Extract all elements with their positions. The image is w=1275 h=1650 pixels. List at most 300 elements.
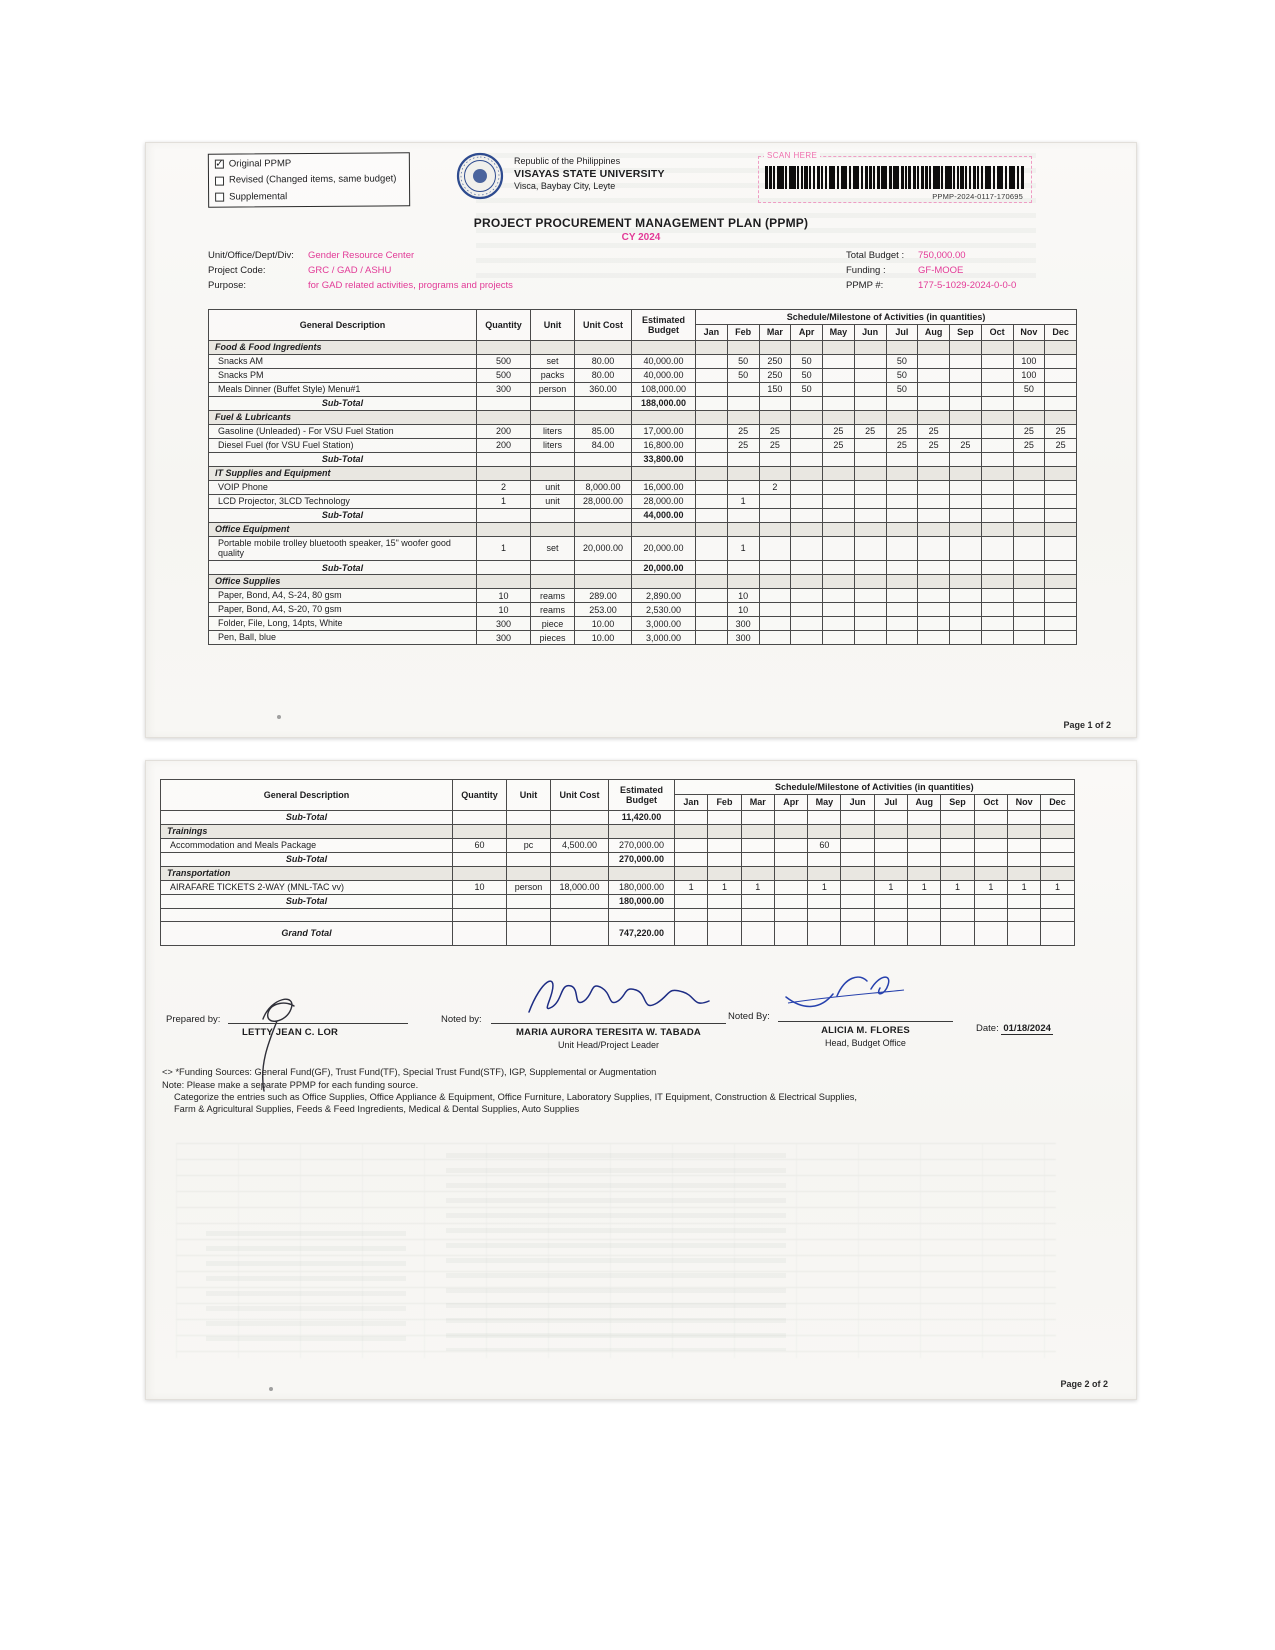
cell: [551, 921, 609, 945]
section-cell: [841, 824, 874, 838]
cell: [874, 852, 907, 866]
checkbox-original-ppmp-label: Original PPMP: [228, 158, 292, 170]
section-cell: [741, 824, 774, 838]
item-row: [209, 631, 1077, 645]
bleedthrough-artifact-3: [206, 1231, 406, 1351]
month-quantity: [696, 382, 728, 396]
prepared-by-name: LETTY JEAN C. LOR: [242, 1027, 339, 1038]
cell: [1007, 921, 1040, 945]
cell: [941, 921, 974, 945]
month-quantity: [1045, 589, 1077, 603]
month-quantity: [1045, 536, 1077, 561]
month-quantity: 10: [727, 603, 759, 617]
item-description: Folder, File, Long, 14pts, White: [209, 617, 477, 631]
month-col-header: Jul: [886, 325, 918, 340]
month-quantity: [823, 494, 855, 508]
month-quantity: 25: [1045, 424, 1077, 438]
section-cell: [632, 410, 696, 424]
estimated-budget: 40,000.00: [632, 368, 696, 382]
month-quantity: [759, 617, 791, 631]
month-quantity: 25: [823, 438, 855, 452]
month-quantity: [841, 880, 874, 894]
cell: [823, 396, 855, 410]
month-quantity: 150: [759, 382, 791, 396]
month-quantity: [854, 354, 886, 368]
month-col-header: May: [808, 795, 841, 810]
month-col-header: Jun: [841, 795, 874, 810]
month-quantity: [791, 603, 823, 617]
month-quantity: [854, 631, 886, 645]
item-description: VOIP Phone: [209, 480, 477, 494]
month-quantity: [981, 438, 1013, 452]
cell: [453, 908, 507, 921]
month-quantity: [791, 494, 823, 508]
cell: [708, 810, 741, 824]
cell: [974, 894, 1007, 908]
month-quantity: 25: [759, 438, 791, 452]
cell: [507, 908, 551, 921]
quantity: 200: [477, 438, 531, 452]
subtotal-row: [209, 396, 1077, 410]
month-quantity: 1: [675, 880, 708, 894]
cell: [841, 810, 874, 824]
month-quantity: [854, 480, 886, 494]
month-quantity: 2: [759, 480, 791, 494]
subtotal-label: Sub-Total: [209, 508, 477, 522]
section-cell: [759, 575, 791, 589]
cell: [741, 921, 774, 945]
section-cell: [854, 522, 886, 536]
quantity: 2: [477, 480, 531, 494]
month-quantity: 50: [727, 354, 759, 368]
month-quantity: [886, 589, 918, 603]
month-quantity: 25: [886, 438, 918, 452]
section-cell: [531, 522, 575, 536]
total-budget-label: Total Budget :: [846, 250, 905, 261]
section-row: [209, 522, 1077, 536]
cell: [759, 452, 791, 466]
item-description: Portable mobile trolley bluetooth speaker, 15" woofer good quality: [209, 536, 477, 561]
estimated-budget: 3,000.00: [632, 617, 696, 631]
month-col-header: Sep: [950, 325, 982, 340]
month-quantity: 1: [1007, 880, 1040, 894]
section-cell: [477, 522, 531, 536]
section-cell: [575, 410, 632, 424]
cell: [453, 921, 507, 945]
quantity: 10: [477, 589, 531, 603]
unit-cost: 253.00: [575, 603, 632, 617]
month-quantity: [675, 838, 708, 852]
month-quantity: [874, 838, 907, 852]
cell: [696, 508, 728, 522]
cell: [886, 452, 918, 466]
month-quantity: [981, 603, 1013, 617]
month-quantity: [950, 368, 982, 382]
cell: [1013, 508, 1045, 522]
month-quantity: 25: [950, 438, 982, 452]
month-quantity: [696, 424, 728, 438]
quantity: 300: [477, 617, 531, 631]
quantity: 500: [477, 368, 531, 382]
section-cell: [1041, 866, 1074, 880]
month-quantity: 25: [1013, 424, 1045, 438]
section-cell: [575, 575, 632, 589]
section-cell: [841, 866, 874, 880]
section-cell: [453, 824, 507, 838]
cell: [841, 894, 874, 908]
month-quantity: [791, 589, 823, 603]
month-quantity: [1045, 631, 1077, 645]
month-quantity: [886, 603, 918, 617]
cell: [708, 852, 741, 866]
month-quantity: [1045, 494, 1077, 508]
month-col-header: Mar: [759, 325, 791, 340]
month-col-header: Feb: [708, 795, 741, 810]
subtotal-value: 270,000.00: [609, 852, 675, 866]
section-cell: [575, 340, 632, 354]
month-quantity: [974, 838, 1007, 852]
tabada-signature: [521, 966, 716, 1024]
month-quantity: [696, 589, 728, 603]
cell: [1041, 852, 1074, 866]
cell: [696, 561, 728, 575]
subtotal-value: 20,000.00: [632, 561, 696, 575]
cell: [551, 894, 609, 908]
month-quantity: [918, 603, 950, 617]
section-cell: [823, 340, 855, 354]
month-quantity: 50: [791, 368, 823, 382]
estimated-budget: 16,800.00: [632, 438, 696, 452]
section-cell: [886, 575, 918, 589]
cell: [531, 508, 575, 522]
cell: [727, 508, 759, 522]
month-quantity: [950, 354, 982, 368]
cell: [808, 921, 841, 945]
noted-by2-title: Head, Budget Office: [825, 1038, 906, 1048]
section-cell: [981, 340, 1013, 354]
section-cell: [854, 466, 886, 480]
section-cell: [531, 340, 575, 354]
month-quantity: [696, 354, 728, 368]
col-general-description: General Description: [161, 780, 453, 811]
month-quantity: [791, 480, 823, 494]
purpose-label: Purpose:: [208, 280, 247, 291]
checkbox-supplemental-ppmp-icon: [215, 192, 224, 201]
month-quantity: [741, 838, 774, 852]
quantity: 300: [477, 382, 531, 396]
month-quantity: [774, 880, 807, 894]
funding-label: Funding :: [846, 265, 886, 276]
cell: [741, 894, 774, 908]
unit: liters: [531, 438, 575, 452]
month-quantity: [918, 480, 950, 494]
cell: [774, 908, 807, 921]
section-cell: [918, 340, 950, 354]
prepared-by-line: [228, 1023, 408, 1024]
cell: [886, 508, 918, 522]
section-cell: [551, 824, 609, 838]
cell: [874, 894, 907, 908]
cell: [708, 894, 741, 908]
estimated-budget: 40,000.00: [632, 354, 696, 368]
col-estimated-budget: Estimated Budget: [632, 310, 696, 341]
section-cell: [1045, 410, 1077, 424]
purpose-row: [208, 280, 513, 291]
month-quantity: [1045, 354, 1077, 368]
month-quantity: 50: [886, 354, 918, 368]
month-quantity: [1045, 617, 1077, 631]
cell: [981, 561, 1013, 575]
cell: [1045, 396, 1077, 410]
cell: [696, 396, 728, 410]
section-cell: [632, 340, 696, 354]
ppmp-number-value: 177-5-1029-2024-0-0-0: [918, 280, 1017, 291]
cell: [918, 561, 950, 575]
section-cell: [531, 410, 575, 424]
project-code-row: [208, 265, 391, 276]
month-quantity: [981, 494, 1013, 508]
cell: [741, 852, 774, 866]
cell: [791, 508, 823, 522]
subtotal-row: [161, 852, 1075, 866]
month-quantity: 50: [886, 382, 918, 396]
unit: liters: [531, 424, 575, 438]
month-quantity: [823, 354, 855, 368]
section-cell: [791, 340, 823, 354]
item-row: [209, 368, 1077, 382]
unit-cost: 84.00: [575, 438, 632, 452]
item-row: [209, 536, 1077, 561]
month-quantity: 100: [1013, 354, 1045, 368]
noted-by-line: [491, 1023, 726, 1024]
cell: [609, 908, 675, 921]
month-quantity: 25: [1013, 438, 1045, 452]
estimated-budget: 2,890.00: [632, 589, 696, 603]
month-quantity: [950, 603, 982, 617]
section-cell: [1013, 575, 1045, 589]
page-number-1: Page 1 of 2: [1063, 720, 1111, 730]
cell: [1041, 810, 1074, 824]
cell: [1007, 852, 1040, 866]
noted-by2-name: ALICIA M. FLORES: [821, 1025, 910, 1036]
month-quantity: [823, 589, 855, 603]
section-cell: [950, 575, 982, 589]
month-quantity: [908, 838, 941, 852]
cell: [854, 396, 886, 410]
item-description: Diesel Fuel (for VSU Fuel Station): [209, 438, 477, 452]
month-quantity: 25: [886, 424, 918, 438]
month-quantity: 1: [727, 536, 759, 561]
month-quantity: [708, 838, 741, 852]
month-col-header: Apr: [791, 325, 823, 340]
month-quantity: [727, 382, 759, 396]
month-quantity: [1013, 631, 1045, 645]
cell: [823, 561, 855, 575]
section-cell: [727, 466, 759, 480]
cell: [981, 396, 1013, 410]
subtotal-row: [161, 810, 1075, 824]
quantity: 1: [477, 536, 531, 561]
cell: [774, 810, 807, 824]
section-cell: [886, 466, 918, 480]
month-quantity: [696, 494, 728, 508]
section-label: Fuel & Lubricants: [209, 410, 477, 424]
document-title-block: [146, 216, 1136, 243]
section-cell: [609, 824, 675, 838]
cell: [507, 921, 551, 945]
month-quantity: 250: [759, 368, 791, 382]
cell: [727, 396, 759, 410]
section-cell: [727, 410, 759, 424]
cell: [551, 852, 609, 866]
estimated-budget: 17,000.00: [632, 424, 696, 438]
cell: [759, 396, 791, 410]
month-quantity: [1045, 368, 1077, 382]
item-row: [161, 838, 1075, 852]
month-quantity: 25: [727, 424, 759, 438]
month-quantity: [823, 617, 855, 631]
categorize-note-2: Farm & Agricultural Supplies, Feeds & Feed Ingredients, Medical & Dental Supplies, Auto Supplies: [174, 1104, 580, 1114]
estimated-budget: 3,000.00: [632, 631, 696, 645]
university-header: [514, 156, 665, 193]
cell: [531, 452, 575, 466]
unit: pieces: [531, 631, 575, 645]
noted-by-title: Unit Head/Project Leader: [557, 1040, 660, 1050]
month-quantity: [759, 536, 791, 561]
section-cell: [759, 466, 791, 480]
unit: person: [507, 880, 551, 894]
estimated-budget: 20,000.00: [632, 536, 696, 561]
month-quantity: [950, 424, 982, 438]
funding-sources-note: <> *Funding Sources: General Fund(GF), Trust Fund(TF), Special Trust Fund(STF), IGP, Supplemental or Augmentation: [162, 1067, 657, 1077]
section-cell: [886, 522, 918, 536]
item-description: Paper, Bond, A4, S-24, 80 gsm: [209, 589, 477, 603]
section-cell: [950, 340, 982, 354]
item-description: AIRAFARE TICKETS 2-WAY (MNL-TAC vv): [161, 880, 453, 894]
checkbox-revised-ppmp-label: Revised (Changed items, same budget): [228, 173, 397, 186]
month-quantity: [918, 536, 950, 561]
month-quantity: [696, 631, 728, 645]
quantity: 1: [477, 494, 531, 508]
section-cell: [886, 410, 918, 424]
section-cell: [774, 866, 807, 880]
table-header-row: [161, 780, 1075, 795]
unit: packs: [531, 368, 575, 382]
section-cell: [974, 824, 1007, 838]
section-cell: [551, 866, 609, 880]
cell: [981, 508, 1013, 522]
section-cell: [941, 824, 974, 838]
ppmp-type-panel: [208, 152, 410, 207]
section-cell: [791, 466, 823, 480]
month-quantity: [981, 480, 1013, 494]
quantity: 200: [477, 424, 531, 438]
ppmp-type-supplemental: [215, 191, 403, 202]
month-quantity: 1: [708, 880, 741, 894]
section-cell: [675, 866, 708, 880]
month-quantity: 25: [727, 438, 759, 452]
cell: [791, 396, 823, 410]
cell: [941, 810, 974, 824]
cell: [841, 921, 874, 945]
page-number-2: Page 2 of 2: [1060, 1379, 1108, 1389]
section-cell: [632, 575, 696, 589]
month-quantity: [854, 536, 886, 561]
separate-ppmp-note: Note: Please make a separate PPMP for each funding source.: [162, 1080, 419, 1090]
month-quantity: 100: [1013, 368, 1045, 382]
section-cell: [791, 575, 823, 589]
month-quantity: [823, 382, 855, 396]
scan-artifact-dot: [269, 1387, 273, 1391]
section-cell: [854, 575, 886, 589]
month-quantity: [823, 368, 855, 382]
cell: [1007, 810, 1040, 824]
cell: [974, 921, 1007, 945]
cell: [808, 810, 841, 824]
section-cell: [507, 866, 551, 880]
section-label: Food & Food Ingredients: [209, 340, 477, 354]
month-quantity: 50: [1013, 382, 1045, 396]
month-quantity: [759, 603, 791, 617]
unit: person: [531, 382, 575, 396]
subtotal-value: 33,800.00: [632, 452, 696, 466]
month-col-header: Jun: [854, 325, 886, 340]
unit-cost: 10.00: [575, 631, 632, 645]
ppmp-number-label: PPMP #:: [846, 280, 884, 291]
item-row: [209, 382, 1077, 396]
cell: [908, 921, 941, 945]
item-row: [161, 880, 1075, 894]
section-cell: [531, 466, 575, 480]
section-cell: [808, 866, 841, 880]
cell: [477, 561, 531, 575]
unit: set: [531, 536, 575, 561]
month-quantity: 25: [823, 424, 855, 438]
month-quantity: [823, 536, 855, 561]
section-row: [209, 340, 1077, 354]
item-row: [209, 354, 1077, 368]
cell: [808, 852, 841, 866]
item-description: Snacks AM: [209, 354, 477, 368]
cell: [950, 396, 982, 410]
section-cell: [918, 466, 950, 480]
section-label: IT Supplies and Equipment: [209, 466, 477, 480]
month-quantity: [774, 838, 807, 852]
item-description: Paper, Bond, A4, S-20, 70 gsm: [209, 603, 477, 617]
section-cell: [453, 866, 507, 880]
section-cell: [823, 575, 855, 589]
checkbox-supplemental-ppmp-label: Supplemental: [229, 190, 288, 203]
university-address: Visca, Baybay City, Leyte: [514, 181, 616, 192]
cell: [974, 908, 1007, 921]
month-quantity: [854, 617, 886, 631]
month-col-header: Mar: [741, 795, 774, 810]
section-cell: [981, 466, 1013, 480]
project-code-value: GRC / GAD / ASHU: [308, 265, 392, 276]
cell: [941, 894, 974, 908]
cell: [1007, 908, 1040, 921]
section-cell: [981, 575, 1013, 589]
project-code-label: Project Code:: [208, 265, 266, 276]
month-quantity: [981, 631, 1013, 645]
month-quantity: 50: [791, 382, 823, 396]
section-cell: [823, 466, 855, 480]
cell: [708, 908, 741, 921]
cell: [1045, 561, 1077, 575]
section-row: [209, 410, 1077, 424]
cell: [741, 810, 774, 824]
cell: [675, 894, 708, 908]
